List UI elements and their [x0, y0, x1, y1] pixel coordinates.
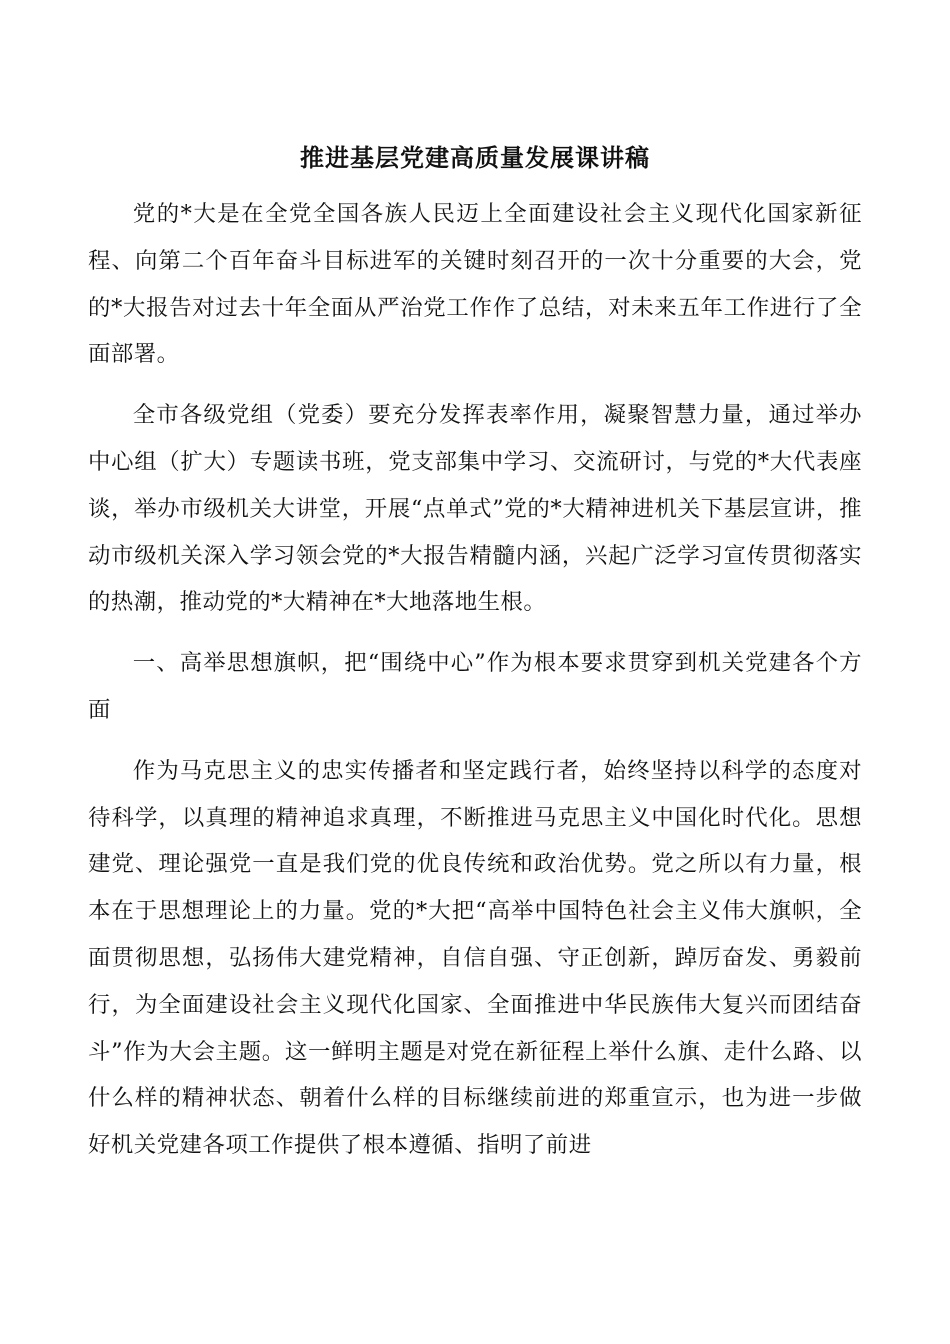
document-body	[88, 191, 862, 1169]
section-heading-1: 一、高举思想旗帜，把“围绕中心”作为根本要求贯穿到机关党建各个方面	[88, 650, 862, 723]
paragraph-measures: 全市各级党组（党委）要充分发挥表率作用，凝聚智慧力量，通过举办中心组（扩大）专题读书班，党支部集中学习、交流研讨，与党的*大代表座谈，举办市级机关大讲堂，开展“点单式”党的*大精神进机关下基层宣讲，推动市级机关深入学习领会党的*大报告精髓内涵，兴起广泛学习宣传贯彻落实的热潮，推动党的*大精神在*大地落地生根。	[88, 402, 862, 616]
document-title: 推进基层党建高质量发展课讲稿	[300, 144, 650, 172]
paragraph-intro: 党的*大是在全党全国各族人民迈上全面建设社会主义现代化国家新征程、向第二个百年奋斗目标进军的关键时刻召开的一次十分重要的大会，党的*大报告对过去十年全面从严治党工作作了总结，对未来五年工作进行了全面部署。	[88, 201, 862, 368]
paragraph-ideology: 作为马克思主义的忠实传播者和坚定践行者，始终坚持以科学的态度对待科学，以真理的精神追求真理，不断推进马克思主义中国化时代化。思想建党、理论强党一直是我们党的优良传统和政治优势。党之所以有力量，根本在于思想理论上的力量。党的*大把“高举中国特色社会主义伟大旗帜，全面贯彻思想，弘扬伟大建党精神，自信自强、守正创新，踔厉奋发、勇毅前行，为全面建设社会主义现代化国家、全面推进中华民族伟大复兴而团结奋斗”作为大会主题。这一鲜明主题是对党在新征程上举什么旗、走什么路、以什么样的精神状态、朝着什么样的目标继续前进的郑重宣示，也为进一步做好机关党建各项工作提供了根本遵循、指明了前进	[88, 757, 862, 1159]
